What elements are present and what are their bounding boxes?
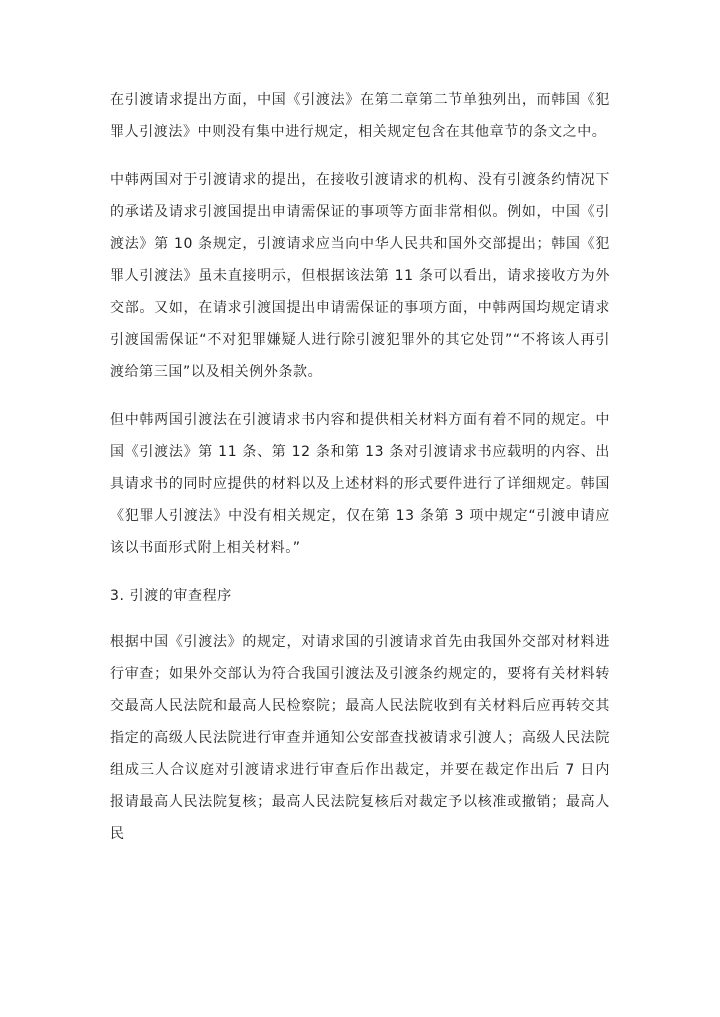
paragraph-request-submission: 在引渡请求提出方面，中国《引渡法》在第二章第二节单独列出，而韩国《犯罪人引渡法》中则没有集中进行规定，相关规定包含在其他章节的条文之中。 (110, 92, 610, 140)
paragraph-differences: 但中韩两国引渡法在引渡请求书内容和提供相关材料方面有着不同的规定。中国《引渡法》第 11 条、第 12 条和第 13 条对引渡请求书应载明的内容、出具请求书的同时应提供的材料以及上述材料的形式要件进行了详细规定。韩国《犯罪人引渡法》中没有相关规定，仅在第 13 条第 3 项中规定“引渡申请应该以书面形式附上相关材料。” (110, 412, 610, 556)
paragraph-similarities: 中韩两国对于引渡请求的提出，在接收引渡请求的机构、没有引渡条约情况下的承诺及请求引渡国提出申请需保证的事项等方面非常相似。例如，中国《引渡法》第 10 条规定，引渡请求应当向中华人民共和国外交部提出；韩国《犯罪人引渡法》虽未直接明示，但根据该法第 11 条可以看出，请求接收方为外交部。又如，在请求引渡国提出申请需保证的事项方面，中韩两国均规定请求引渡国需保证“不对犯罪嫌疑人进行除引渡犯罪外的其它处罚”“不将该人再引渡给第三国”以及相关例外条款。 (110, 172, 610, 380)
document-page (110, 84, 610, 866)
paragraph-review-procedure: 根据中国《引渡法》的规定，对请求国的引渡请求首先由我国外交部对材料进行审查；如果外交部认为符合我国引渡法及引渡条约规定的，要将有关材料转交最高人民法院和最高人民检察院；最高人民法院收到有关材料后应再转交其指定的高级人民法院进行审查并通知公安部查找被请求引渡人；高级人民法院组成三人合议庭对引渡请求进行审查后作出裁定，并要在裁定作出后 7 日内报请最高人民法院复核；最高人民法院复核后对裁定予以核准或撤销；最高人民 (110, 634, 610, 842)
section-heading: 3. 引渡的审查程序 (110, 588, 232, 604)
